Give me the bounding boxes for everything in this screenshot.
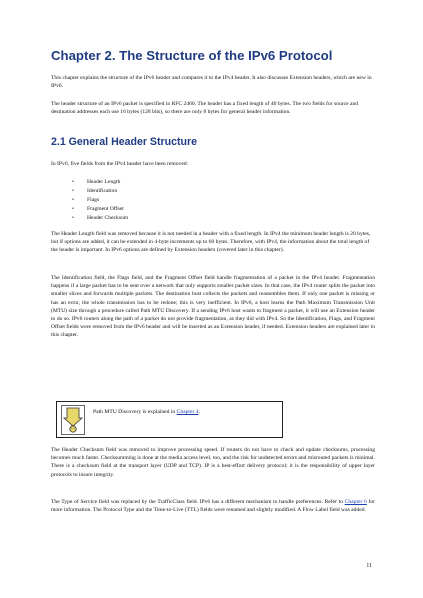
- removed-fields-intro: [51, 160, 375, 168]
- list-item: • Flags: [72, 196, 128, 205]
- list-item: • Header Checksum: [72, 214, 128, 223]
- note-text-before: Path MTU Discovery is explained in: [93, 409, 177, 415]
- chapter-title: Chapter 2. The Structure of the IPv6 Protocol: [51, 48, 333, 63]
- type-of-service-paragraph: [51, 498, 375, 514]
- page-number: 11: [366, 563, 372, 569]
- note-text-after: .: [198, 409, 200, 415]
- type-of-service-text: [51, 498, 375, 514]
- chapter-6-link[interactable]: Chapter 6: [344, 499, 367, 505]
- list-item: • Identification: [72, 187, 128, 196]
- checksum-paragraph: [51, 446, 375, 479]
- intro-paragraph-2: [51, 100, 375, 116]
- note-text: [93, 408, 200, 416]
- fragmentation-text: The Identification field, the Flags field, and the Fragment Offset field handle fragmentation of a packet in the IPv4 header. Fragmentation happens if a large packet has to be sent over a network that only supports smaller packet sizes. In that case, the IPv4 router splits the packet into smaller slices and forwards multiple packets. The destination host collects the packets and reassembles them. If only one packet is missing or has an error, the whole transmission has to be redone; this is very inefficient. In IPv6, a host learns the Path Maximum Transmission Unit (MTU) size through a procedure called Path MTU Discovery. If a sending IPv6 host wants to fragment a packet, it will use an Extension header to do so. IPv6 routers along the path of a packet do not provide fragmentation, as they did with IPv4. So the Identification, Flags, and Fragment Offset fields were removed from the IPv6 header and will be inserted as an Extension header, if needed. Extension headers are explained later in this chapter.: [51, 275, 375, 339]
- intro-paragraph-1: [51, 74, 375, 90]
- removed-fields-intro-text: In IPv6, five fields from the IPv4 header have been removed:: [51, 161, 189, 167]
- header-length-text: The Header Length field was removed because it is not needed in a header with a fixed length. In IPv4 the minimum header length is 20 bytes, but if options are added, it can be extended in 4-byte increments up to 60 bytes. Therefore, with IPv4, the information about the total length of the header is important. In IPv6 options are defined by Extension headers (covered later in this chapter).: [51, 231, 371, 254]
- removed-fields-list: [72, 178, 128, 223]
- list-item: • Fragment Offset: [72, 205, 128, 214]
- list-item: • Header Length: [72, 178, 128, 187]
- header-length-paragraph: [51, 230, 375, 255]
- tos-text-after: for more information. The Protocol Type and the Time-to-Live (TTL) fields were renamed and slightly modified. A Flow Label field was added.: [51, 499, 375, 514]
- tos-text-before: The Type of Service field was replaced by the TrafficClass field. IPv6 has a different mechanism to handle preferences. Refer to: [51, 499, 345, 505]
- section-title: 2.1 General Header Structure: [51, 136, 198, 148]
- checksum-text: The Header Checksum field was removed to improve processing speed. If routers do not have to check and update checksums, processing becomes much faster. Checksumming is done at the media access level, too, and the risk for undetected errors and misrouted packets is minimal. There is a checksum field at the transport layer (UDP and TCP). IP is a best-effort delivery protocol; it is the responsibility of upper layer protocols to insure integrity.: [51, 447, 375, 478]
- fragmentation-paragraph: [51, 274, 375, 340]
- chapter-4-link[interactable]: Chapter 4: [176, 409, 199, 415]
- note-pointer-icon: [61, 405, 85, 435]
- note-box: [56, 401, 283, 438]
- intro-paragraph-2-text: The header structure of an IPv6 packet is specified in RFC 2460. The header has a fixed length of 40 bytes. The two fields for source and destination addresses each use 16 bytes (128 bits), so there are only 8 bytes for general header information.: [51, 101, 359, 116]
- intro-paragraph-1-text: This chapter explains the structure of the IPv6 header and compares it to the IPv4 header. It also discusses Extension headers, which are new in IPv6.: [51, 75, 372, 90]
